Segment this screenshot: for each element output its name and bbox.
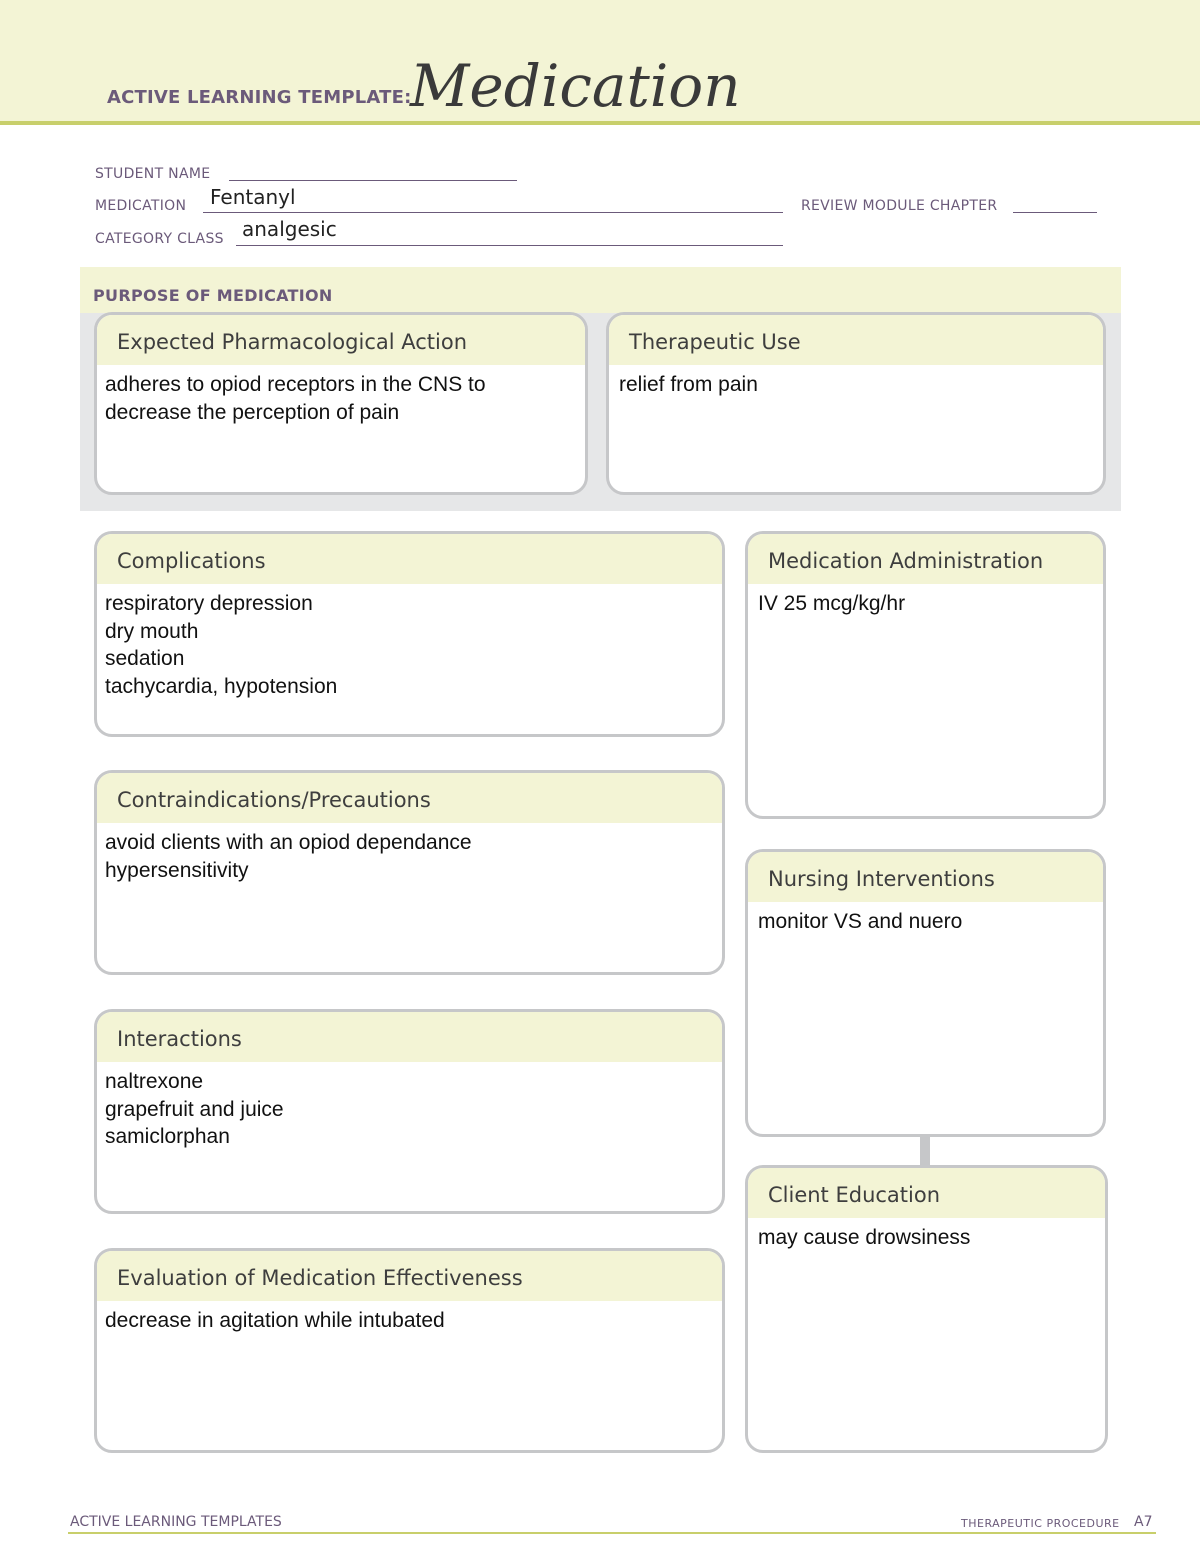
category-class-line (236, 245, 783, 246)
text-line: IV 25 mcg/kg/hr (758, 592, 906, 615)
text-line: dry mouth (105, 619, 199, 643)
medication-field[interactable]: Fentanyl (210, 185, 296, 209)
expected-action-title: Expected Pharmacological Action (97, 315, 585, 365)
footer-section-label: THERAPEUTIC PROCEDURE (961, 1517, 1120, 1530)
contraindications-card (94, 770, 725, 975)
medication-administration-text[interactable] (748, 584, 1103, 618)
text-line: decrease the perception of pain (105, 400, 400, 424)
evaluation-card (94, 1248, 725, 1453)
review-module-line (1013, 212, 1097, 213)
text-line: sedation (105, 647, 185, 670)
text-line: samiclorphan (105, 1125, 230, 1148)
text-line: respiratory depression (105, 592, 313, 615)
therapeutic-use-text[interactable] (609, 365, 1103, 399)
medication-line (203, 212, 783, 213)
purpose-label: PURPOSE OF MEDICATION (93, 286, 333, 305)
page-number: A7 (1134, 1514, 1153, 1530)
nursing-interventions-card (745, 849, 1106, 1137)
complications-title: Complications (97, 534, 722, 584)
therapeutic-use-title: Therapeutic Use (609, 315, 1103, 365)
template-label: ACTIVE LEARNING TEMPLATE: (107, 87, 412, 108)
footer-left-label: ACTIVE LEARNING TEMPLATES (70, 1514, 282, 1530)
text-line: may cause drowsiness (758, 1226, 971, 1249)
text-line: monitor VS and nuero (758, 910, 963, 933)
therapeutic-use-card (606, 312, 1106, 495)
review-module-label: REVIEW MODULE CHAPTER (801, 198, 998, 214)
contraindications-text[interactable] (97, 823, 722, 884)
contraindications-title: Contraindications/Precautions (97, 773, 722, 823)
category-class-field[interactable]: analgesic (242, 217, 337, 241)
text-line: tachycardia, hypotension (105, 674, 338, 698)
complications-card (94, 531, 725, 737)
medication-label: MEDICATION (95, 198, 187, 214)
category-class-label: CATEGORY CLASS (95, 231, 224, 247)
client-education-card (745, 1165, 1108, 1453)
text-line: naltrexone (105, 1070, 204, 1093)
medication-administration-title: Medication Administration (748, 534, 1103, 584)
footer-divider (68, 1532, 1156, 1534)
nursing-interventions-text[interactable] (748, 902, 1103, 936)
student-name-label: STUDENT NAME (95, 166, 211, 182)
text-line: adheres to opiod receptors in the CNS to (105, 373, 486, 396)
complications-text[interactable] (97, 584, 722, 700)
interactions-text[interactable] (97, 1062, 722, 1151)
client-education-title: Client Education (748, 1168, 1105, 1218)
expected-action-card (94, 312, 588, 495)
page-title: Medication (410, 52, 741, 120)
evaluation-text[interactable] (97, 1301, 722, 1335)
header-divider (0, 121, 1200, 125)
text-line: relief from pain (619, 373, 758, 396)
evaluation-title: Evaluation of Medication Effectiveness (97, 1251, 722, 1301)
medication-administration-card (745, 531, 1106, 819)
interactions-card (94, 1009, 725, 1214)
interactions-title: Interactions (97, 1012, 722, 1062)
nursing-interventions-title: Nursing Interventions (748, 852, 1103, 902)
text-line: grapefruit and juice (105, 1097, 284, 1121)
text-line: hypersensitivity (105, 858, 249, 882)
text-line: avoid clients with an opiod dependance (105, 831, 472, 854)
student-name-line (229, 180, 517, 181)
text-line: decrease in agitation while intubated (105, 1309, 445, 1332)
connector-bar (920, 1135, 930, 1165)
expected-action-text[interactable] (97, 365, 585, 426)
client-education-text[interactable] (748, 1218, 1105, 1252)
